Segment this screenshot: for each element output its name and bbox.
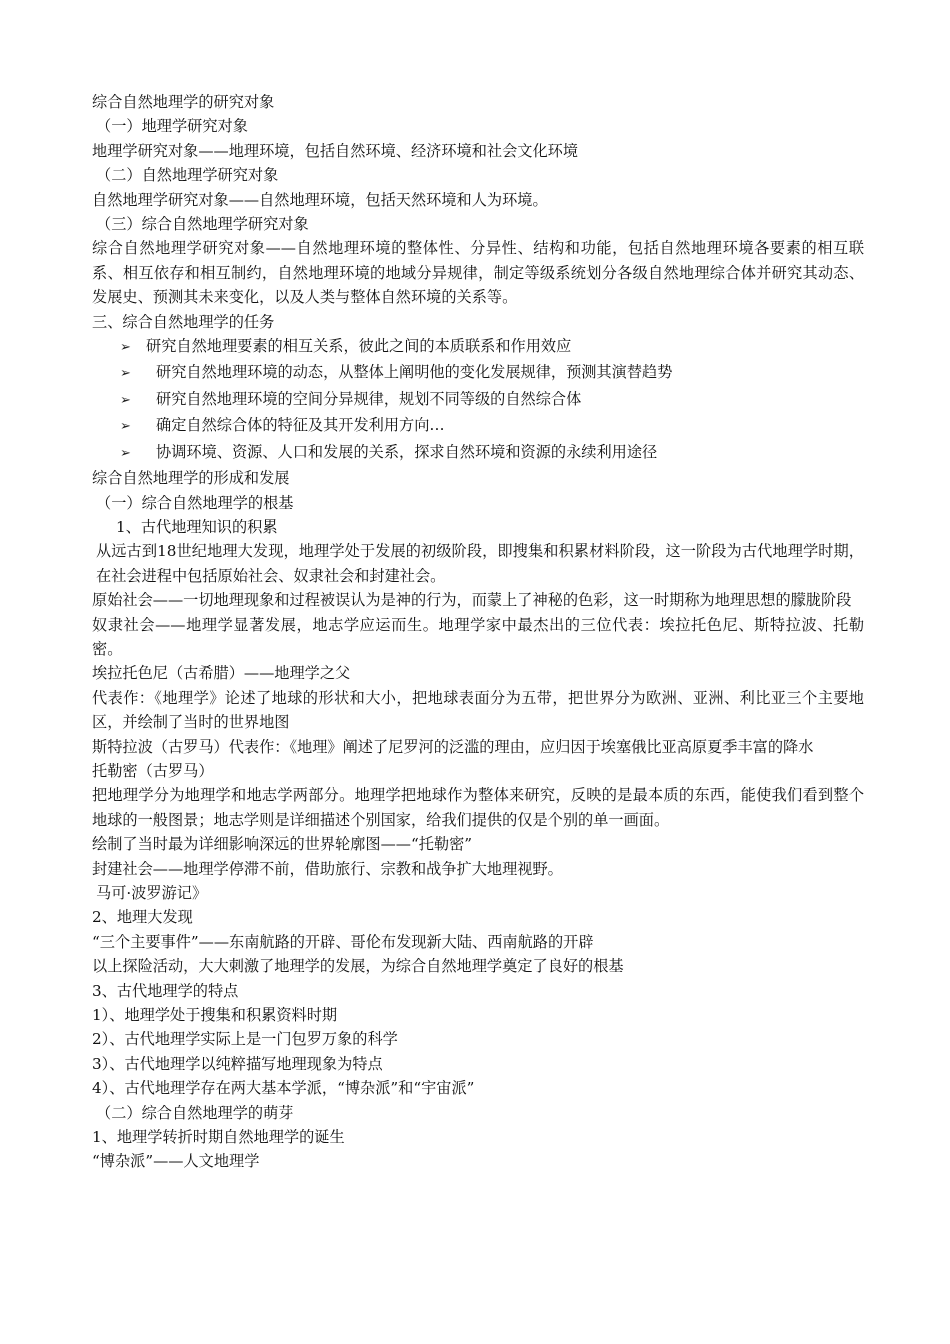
arrow-bullet-icon: ➢ — [120, 445, 131, 461]
paragraph-ptolemy-work: 把地理学分为地理学和地志学两部分。地理学把地球作为整体来研究，反映的是最本质的东西，能使我们看到整个地球的一般图景；地志学则是详细描述个别国家，给我们提供的仅是个别的单一画面。 — [92, 786, 864, 829]
subheading-great-discovery: 2、地理大发现 — [92, 908, 193, 927]
heading-tasks: 三、综合自然地理学的任务 — [92, 312, 275, 331]
subheading-foundation: （一）综合自然地理学的根基 — [96, 493, 294, 512]
arrow-bullet-icon: ➢ — [120, 366, 131, 382]
paragraph-three-events: “三个主要事件”——东南航路的开辟、哥伦布发现新大陆、西南航路的开辟 — [92, 932, 594, 951]
task-item-text: 协调环境、资源、人口和发展的关系，探求自然环境和资源的永续利用途径 — [156, 442, 658, 461]
subheading-physical-geography-object: （二）自然地理学研究对象 — [96, 166, 279, 185]
feature-item: 3）、古代地理学以纯粹描写地理现象为特点 — [92, 1054, 383, 1073]
paragraph-geography-object: 地理学研究对象——地理环境，包括自然环境、经济环境和社会文化环境 — [92, 141, 578, 160]
subheading-integrated-physical-geography-object: （三）综合自然地理学研究对象 — [96, 215, 309, 234]
feature-item: 1）、地理学处于搜集和积累资料时期 — [92, 1006, 338, 1025]
list-item — [92, 413, 864, 439]
paragraph-integrated-physical-geography-object: 综合自然地理学研究对象——自然地理环境的整体性、分异性、结构和功能，包括自然地理环境各要素的相互联系、相互依存和相互制约，自然地理环境的地域分异规律，制定等级系统划分各级自然地理综合体并研究其动态、发展史、预测其未来变化，以及人类与整体自然环境的关系等。 — [92, 239, 864, 307]
paragraph-physical-geography-object: 自然地理学研究对象——自然地理环境，包括天然环境和人为环境。 — [92, 190, 548, 209]
heading-research-object: 综合自然地理学的研究对象 — [92, 93, 275, 111]
list-item — [92, 360, 864, 386]
paragraph-exploration: 以上探险活动，大大刺激了地理学的发展，为综合自然地理学奠定了良好的根基 — [92, 957, 624, 976]
arrow-bullet-icon: ➢ — [120, 392, 131, 408]
paragraph-primitive-society: 原始社会——一切地理现象和过程被误认为是神的行为，而蒙上了神秘的色彩，这一时期称为地理思想的朦胧阶段 — [92, 591, 852, 610]
document-page — [92, 90, 864, 1174]
task-item-text: 确定自然综合体的特征及其开发利用方向… — [156, 416, 445, 435]
list-item — [92, 334, 864, 360]
arrow-bullet-icon: ➢ — [120, 340, 131, 356]
subheading-transition: 1、地理学转折时期自然地理学的诞生 — [92, 1128, 345, 1147]
paragraph-eratosthenes: 埃拉托色尼（古希腊）——地理学之父 — [92, 664, 351, 683]
list-item — [92, 387, 864, 413]
heading-formation-development: 综合自然地理学的形成和发展 — [92, 469, 290, 488]
subheading-ancient-features: 3、古代地理学的特点 — [92, 981, 239, 1000]
feature-item: 2）、古代地理学实际上是一门包罗万象的科学 — [92, 1030, 398, 1049]
feature-item: 4）、古代地理学存在两大基本学派，“博杂派”和“宇宙派” — [92, 1079, 475, 1098]
task-item-text: 研究自然地理要素的相互关系，彼此之间的本质联系和作用效应 — [146, 337, 572, 356]
paragraph-slave-society: 奴隶社会——地理学显著发展，地志学应运而生。地理学家中最杰出的三位代表：埃拉托色尼、斯特拉波、托勒密。 — [92, 615, 864, 658]
task-item-text: 研究自然地理环境的动态，从整体上阐明他的变化发展规律，预测其演替趋势 — [156, 363, 673, 382]
subheading-emergence: （二）综合自然地理学的萌芽 — [96, 1103, 294, 1122]
subheading-ancient-knowledge: 1、古代地理知识的积累 — [116, 517, 278, 536]
paragraph-ptolemy: 托勒密（古罗马） — [92, 761, 214, 780]
paragraph-ancient-period: 从远古到18世纪地理大发现，地理学处于发展的初级阶段，即搜集和积累材料阶段，这一阶段为古代地理学时期，在社会进程中包括原始社会、奴隶社会和封建社会。 — [96, 542, 864, 585]
list-item — [92, 440, 864, 466]
paragraph-feudal-society: 封建社会——地理学停滞不前，借助旅行、宗教和战争扩大地理视野。 — [92, 859, 563, 878]
paragraph-eratosthenes-work: 代表作：《地理学》论述了地球的形状和大小，把地球表面分为五带，把世界分为欧洲、亚洲、利比亚三个主要地区，并绘制了当时的世界地图 — [92, 688, 864, 732]
paragraph-strabo: 斯特拉波（古罗马）代表作：《地理》阐述了尼罗河的泛滥的理由，应归因于埃塞俄比亚高原夏季丰富的降水 — [92, 737, 814, 756]
paragraph-marco-polo: 马可·波罗游记》 — [96, 884, 208, 902]
paragraph-bozapai: “博杂派”——人文地理学 — [92, 1152, 260, 1171]
paragraph-ptolemy-map: 绘制了当时最为详细影响深远的世界轮廓图——“托勒密” — [92, 835, 473, 854]
subheading-geography-object: （一）地理学研究对象 — [96, 117, 248, 136]
arrow-bullet-icon: ➢ — [120, 419, 131, 435]
task-item-text: 研究自然地理环境的空间分异规律，规划不同等级的自然综合体 — [156, 389, 582, 408]
